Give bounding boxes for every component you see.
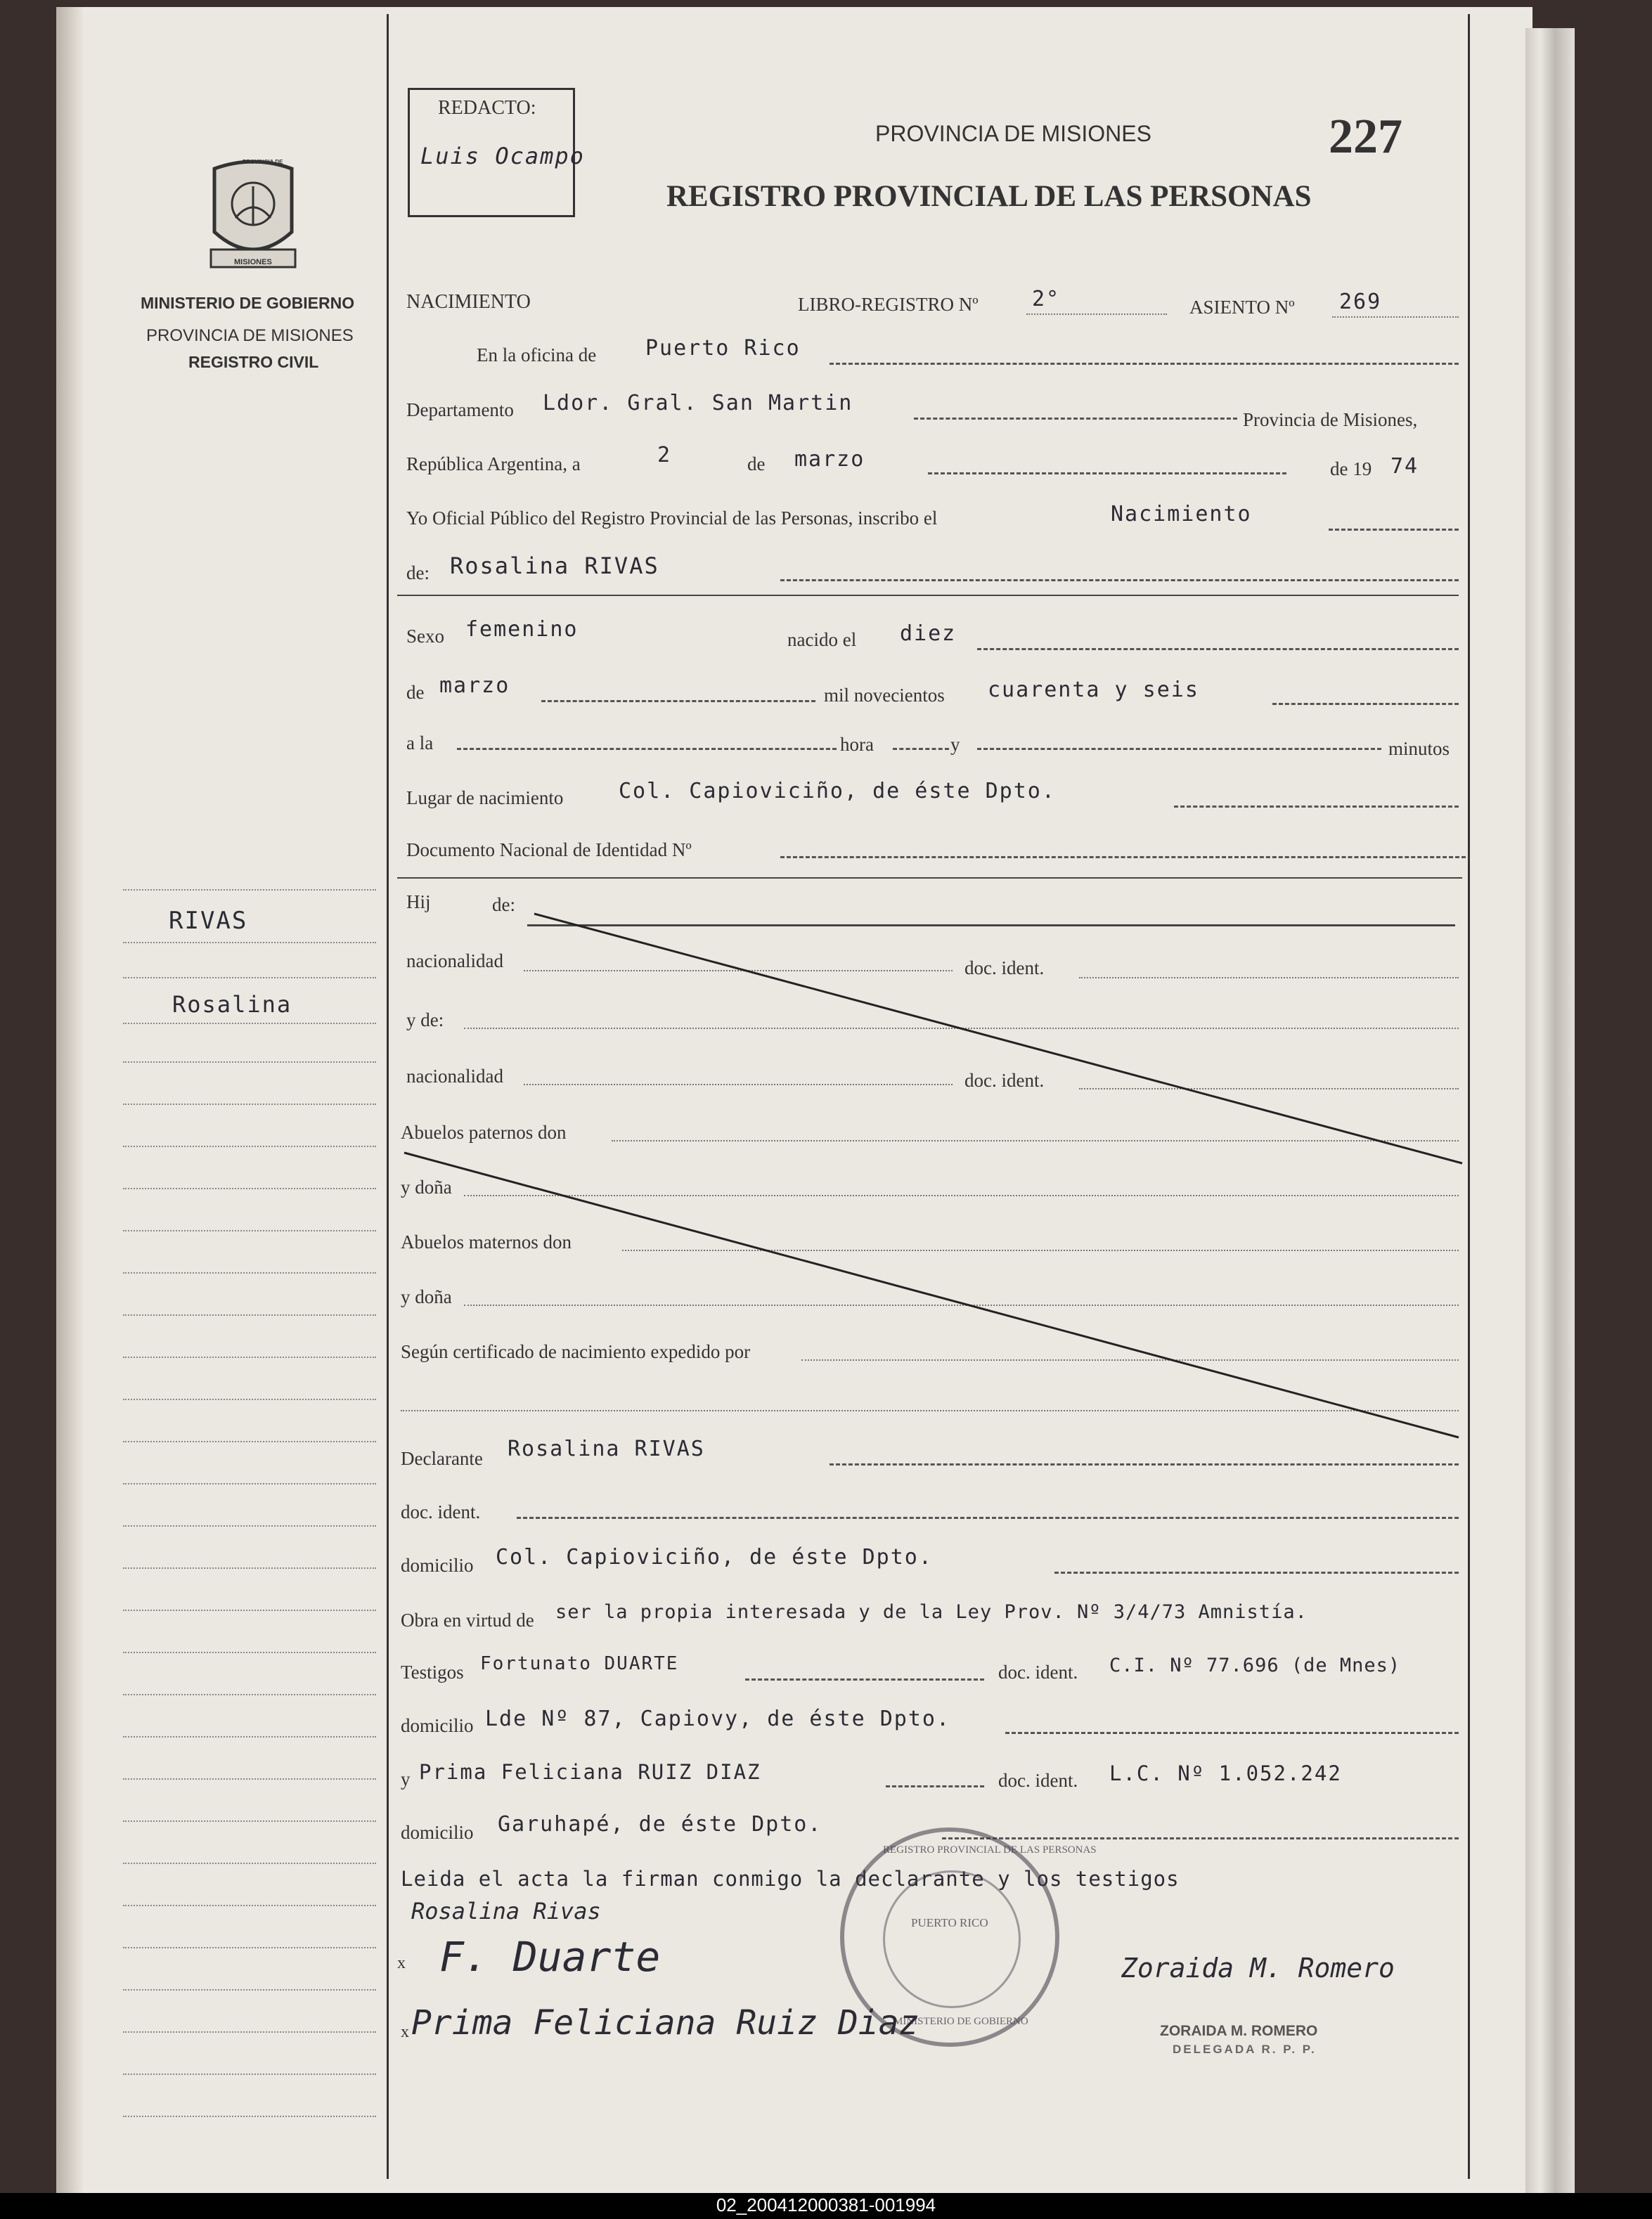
stamp-text-inner: PUERTO RICO [911, 1916, 988, 1929]
official-title: DELEGADA R. P. P. [1173, 2043, 1317, 2056]
de-mes-label: de [406, 682, 425, 703]
asiento-value: 269 [1339, 290, 1382, 314]
stamp-text-bottom: MINISTERIO DE GOBIERNO [893, 2016, 1028, 2027]
testigos-label: Testigos [401, 1662, 464, 1683]
testigo1-dom-dashes [1005, 1732, 1459, 1734]
abuelos-maternos-label: Abuelos maternos don [401, 1231, 572, 1253]
act-type-label: NACIMIENTO [406, 291, 531, 313]
doc-ident-dashes-3 [517, 1517, 1459, 1519]
sidebar-given-name: Rosalina [172, 991, 292, 1018]
inscribo-value: Nacimiento [1111, 502, 1252, 526]
dia-value: 2 [657, 443, 672, 467]
sexo-label: Sexo [406, 626, 444, 647]
registry-label: REGISTRO CIVIL [188, 353, 319, 371]
declarante-signature: Rosalina Rivas [411, 1898, 601, 1924]
official-name: ZORAIDA M. ROMERO [1160, 2023, 1318, 2039]
republica-label: República Argentina, a [406, 453, 581, 474]
redacto-label: REDACTO: [438, 97, 536, 119]
image-caption: 02_200412000381-001994 [716, 2194, 936, 2215]
provincia-label: Provincia de Misiones, [1243, 409, 1418, 430]
de-label: de [747, 453, 766, 474]
testigo2-dashes [886, 1785, 984, 1787]
testigo2-dom-value: Garuhapé, de éste Dpto. [498, 1812, 822, 1837]
minutos-label: minutos [1388, 738, 1450, 759]
obra-label: Obra en virtud de [401, 1610, 534, 1631]
oficina-label: En la oficina de [477, 344, 597, 365]
nacido-label: nacido el [787, 629, 857, 650]
doc-ident-label-3: doc. ident. [401, 1501, 481, 1522]
dni-label: Documento Nacional de Identidad Nº [406, 839, 692, 860]
hij-label: Hij [406, 891, 431, 912]
segun-label: Según certificado de nacimiento expedido por [401, 1341, 751, 1362]
oficial-label: Yo Oficial Público del Registro Provincial de las Personas, inscribo el [406, 507, 938, 529]
sexo-value: femenino [465, 617, 579, 642]
abuelos-paternos-label: Abuelos paternos don [401, 1122, 567, 1143]
x-mark-1: x [397, 1954, 406, 1972]
testigo2-signature: Prima Feliciana Ruiz Diaz [411, 2003, 919, 2043]
testigo1-dashes [745, 1678, 984, 1681]
de-anio-label: de 19 [1330, 458, 1372, 479]
nacido-mes-value: marzo [439, 673, 510, 698]
domicilio-label-3: domicilio [401, 1822, 474, 1843]
testigo2-doc-value: L.C. Nº 1.052.242 [1109, 1761, 1342, 1785]
domicilio-label-2: domicilio [401, 1715, 474, 1736]
departamento-label: Departamento [406, 399, 514, 420]
lugar-label: Lugar de nacimiento [406, 787, 564, 808]
nacido-anio-value: cuarenta y seis [988, 678, 1199, 702]
province-heading: PROVINCIA DE MISIONES [875, 121, 1151, 146]
emblem-bottom-text: MISIONES [234, 258, 272, 266]
declarante-dashes [830, 1463, 1459, 1466]
y-dona-label-2: y doña [401, 1286, 452, 1307]
doc-ident-label-5: doc. ident. [998, 1770, 1078, 1791]
y-label-2: y [401, 1768, 411, 1790]
y-dona-label: y doña [401, 1177, 452, 1198]
page-title: REGISTRO PROVINCIAL DE LAS PERSONAS [666, 180, 1312, 213]
testigo1-doc-value: C.I. Nº 77.696 (de Mnes) [1109, 1655, 1401, 1676]
libro-label: LIBRO-REGISTRO Nº [798, 294, 979, 315]
sidebar-surname: RIVAS [169, 907, 248, 935]
stamp-inner-ring [883, 1870, 1021, 2008]
sidebar-province-label: PROVINCIA DE MISIONES [146, 326, 354, 345]
obra-value: ser la propia interesada y de la Ley Prov. Nº 3/4/73 Amnistía. [555, 1601, 1308, 1623]
departamento-value: Ldor. Gral. San Martin [543, 391, 853, 415]
nacionalidad-label-2: nacionalidad [406, 1066, 503, 1087]
declarante-value: Rosalina RIVAS [508, 1437, 705, 1461]
nacionalidad-label: nacionalidad [406, 950, 503, 971]
asiento-label: ASIENTO Nº [1189, 297, 1295, 318]
domicilio-value: Col. Capioviciño, de éste Dpto. [496, 1545, 933, 1570]
lugar-value: Col. Capioviciño, de éste Dpto. [619, 779, 1056, 803]
ala-label: a la [406, 732, 434, 753]
official-signature: Zoraida M. Romero [1121, 1953, 1395, 1984]
domicilio-label: domicilio [401, 1555, 474, 1576]
y-label: y [950, 734, 960, 755]
doc-ident-label-2: doc. ident. [964, 1070, 1045, 1091]
testigo2-dom-dashes [942, 1837, 1459, 1839]
y-de-label: y de: [406, 1009, 444, 1030]
stamp-text-top: REGISTRO PROVINCIAL DE LAS PERSONAS [883, 1844, 1097, 1856]
redacto-signature: Luis Ocampo [420, 143, 585, 169]
testigo1-signature: F. Duarte [439, 1933, 661, 1981]
nombre-prefix-label: de: [406, 562, 430, 583]
doc-ident-label-4: doc. ident. [998, 1662, 1078, 1683]
testigo2-value: Prima Feliciana RUIZ DIAZ [419, 1760, 761, 1784]
testigo1-value: Fortunato DUARTE [480, 1653, 679, 1674]
hij-de-label: de: [492, 894, 515, 915]
ministry-label: MINISTERIO DE GOBIERNO [141, 294, 355, 312]
x-mark-2: x [401, 2023, 409, 2041]
doc-ident-label: doc. ident. [964, 957, 1045, 978]
leida-text: Leida el acta la firman conmigo la declarante y los testigos [401, 1867, 1180, 1891]
nombre-value: Rosalina RIVAS [450, 552, 659, 579]
anio-value: 74 [1390, 454, 1419, 479]
mil-label: mil novecientos [824, 685, 945, 706]
folio-number: 227 [1329, 110, 1402, 164]
emblem-top-text: PROVINCIA DE [243, 159, 283, 165]
declarante-label: Declarante [401, 1448, 483, 1469]
libro-value: 2° [1032, 287, 1061, 311]
hora-label: hora [840, 734, 874, 755]
mes-value: marzo [794, 447, 865, 472]
testigo1-dom-value: Lde Nº 87, Capiovy, de éste Dpto. [485, 1707, 951, 1731]
domicilio-dashes [1054, 1572, 1459, 1574]
oficina-value: Puerto Rico [645, 336, 801, 361]
nacido-dia-value: diez [900, 621, 957, 646]
